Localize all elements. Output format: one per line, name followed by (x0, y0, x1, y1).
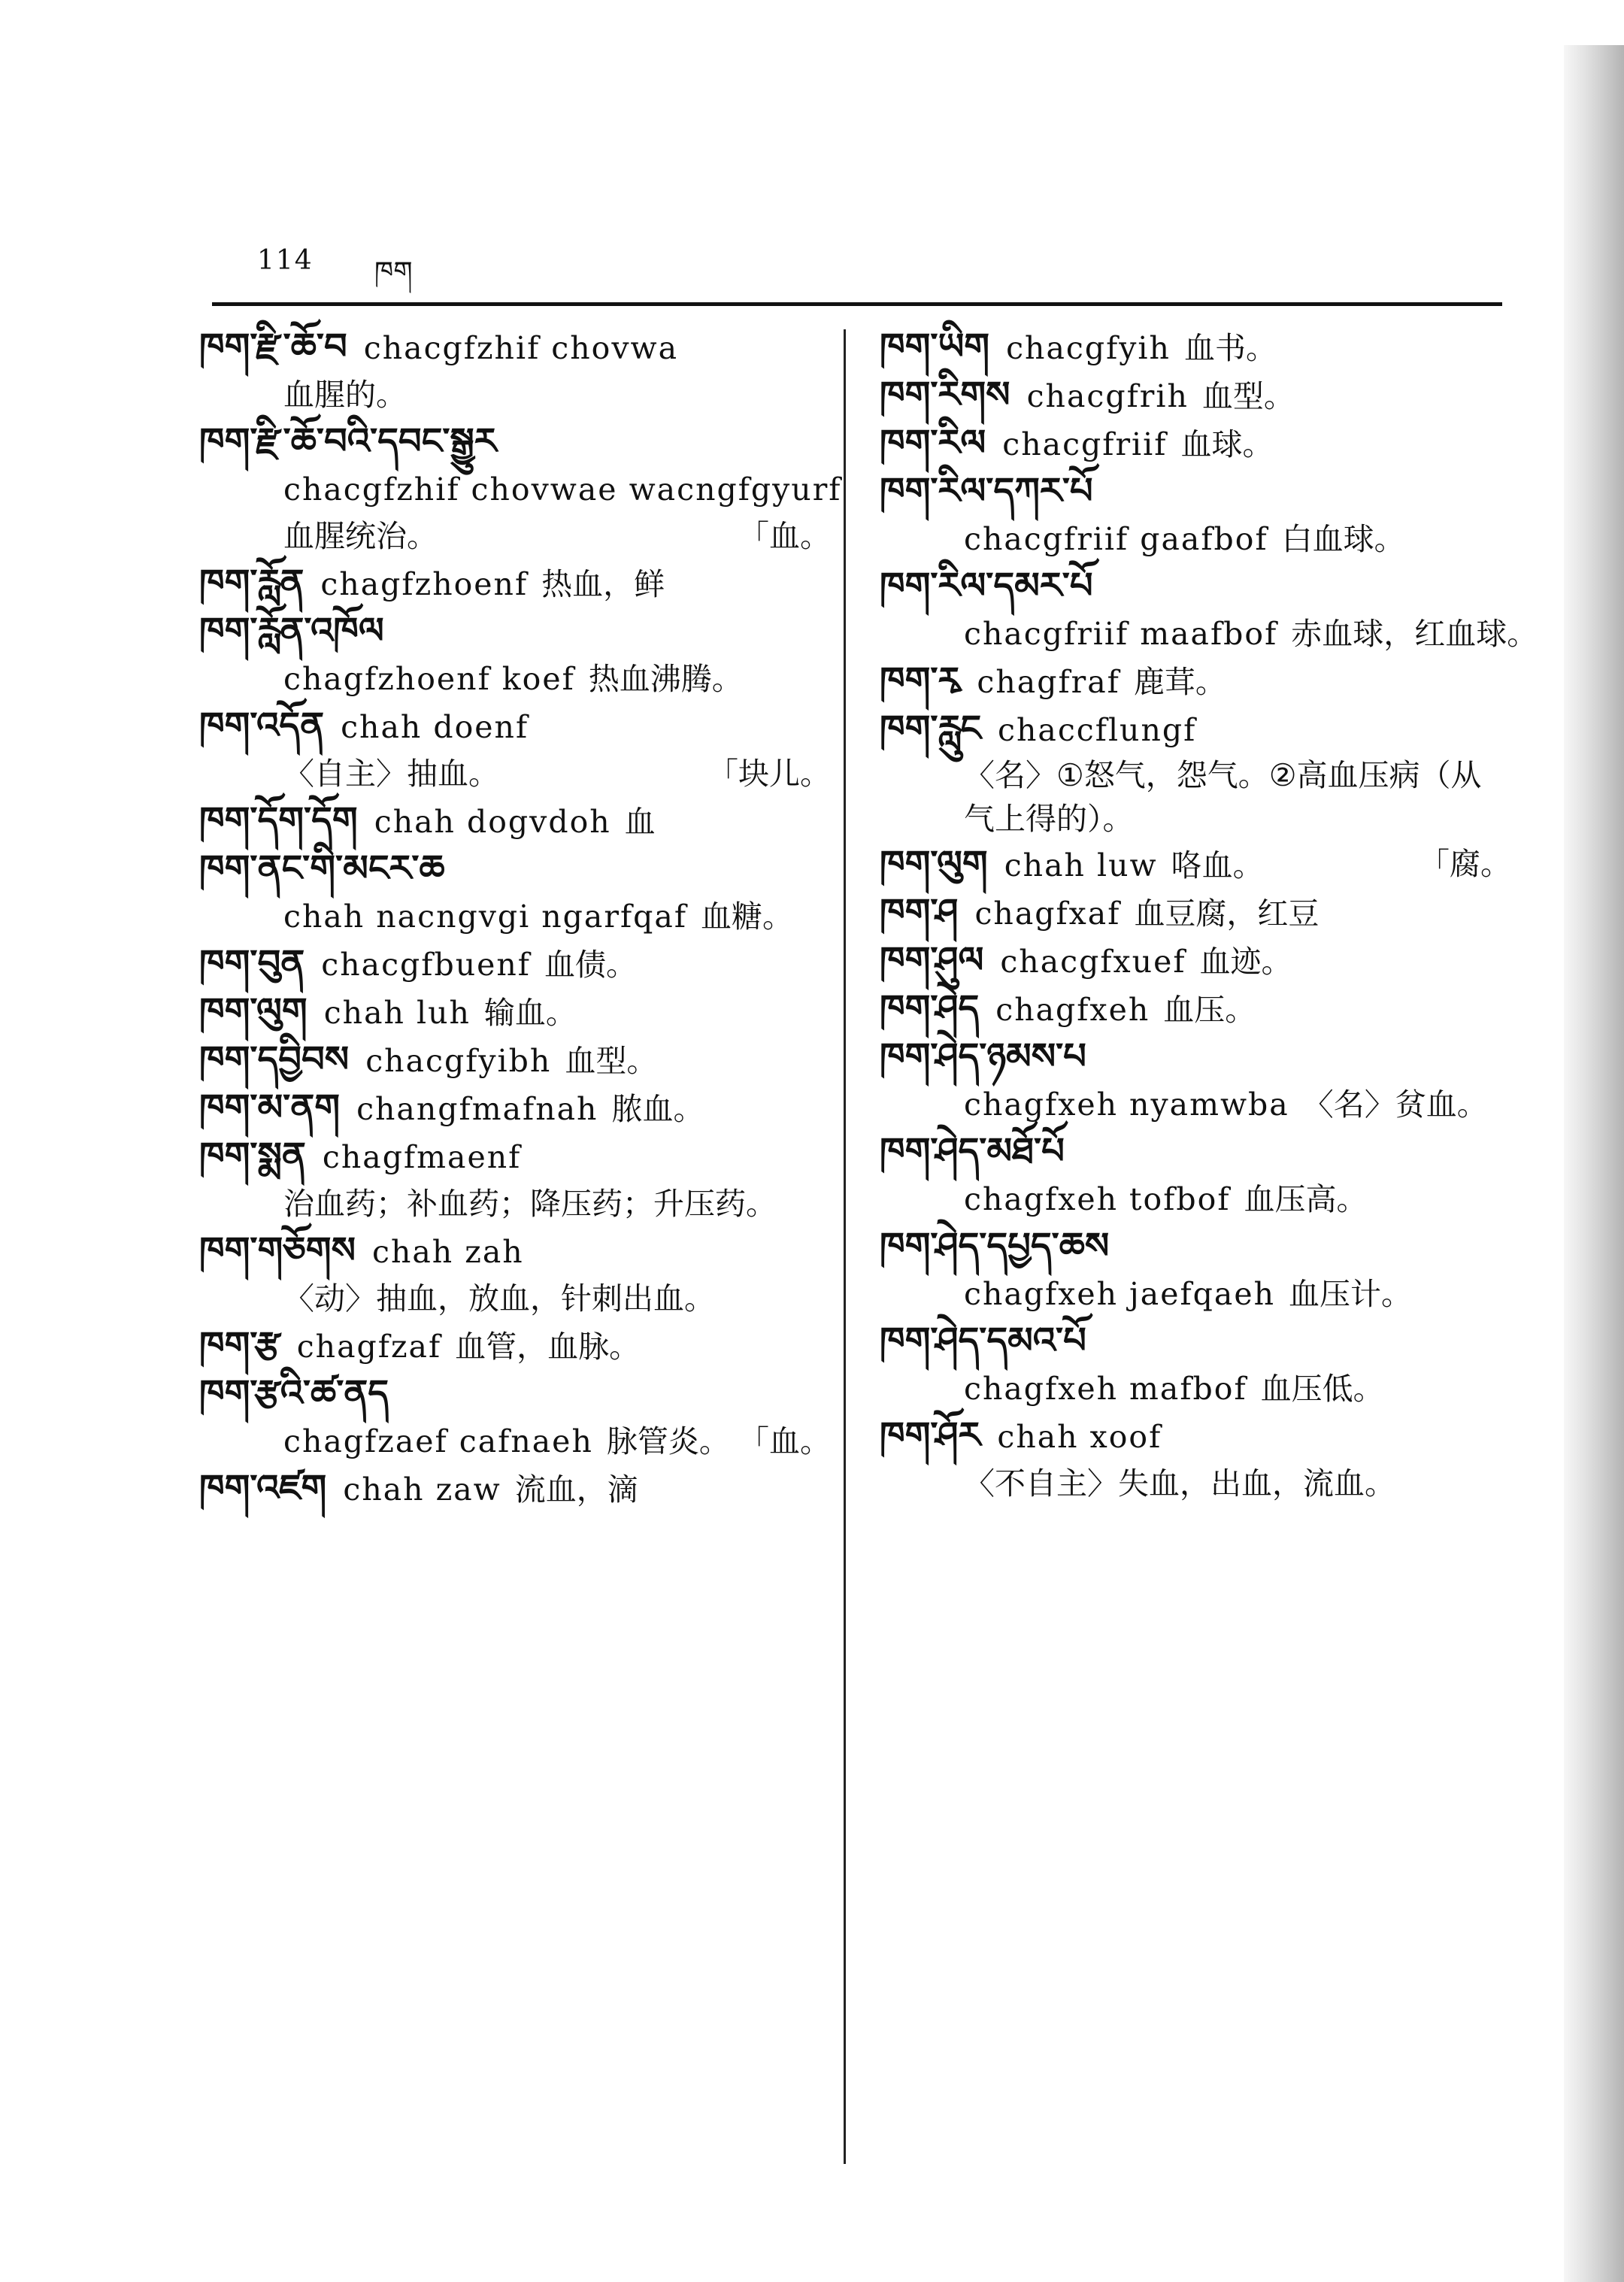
entry-romanization: chagfxaf (974, 896, 1121, 932)
entry-headword: ཁག་སྨན (199, 1135, 306, 1177)
entry-headword: ཁག་རིལ་དམར་པོ (880, 565, 1093, 607)
dictionary-entry (199, 702, 831, 797)
entry-romanization: chagfxeh jaefqaeh (964, 1276, 1276, 1312)
entry-definition: 血债。 (544, 947, 637, 983)
dictionary-entry (199, 797, 831, 845)
entry-headword: ཁག་འདོན (199, 705, 325, 747)
dictionary-entry (880, 657, 1511, 705)
entry-romanization: chacgfriif (1002, 426, 1168, 462)
entry-romanization: chagfraf (977, 664, 1120, 700)
dictionary-entry (199, 1322, 831, 1370)
entry-definition: 血压。 (1163, 992, 1256, 1028)
entry-definition: 白血球。 (1281, 521, 1405, 557)
entry-definition: 血球。 (1180, 426, 1274, 462)
entry-romanization: changfmafnah (356, 1091, 598, 1127)
entry-headword: ཁག་རྭ (880, 659, 961, 702)
entry-definition: 〈动〉抽血，放血，针刺出血。 (283, 1280, 715, 1317)
entry-definition: 〈不自主〉失血，出血，流血。 (964, 1465, 1395, 1502)
entry-headword: ཁག་འཛག (199, 1467, 327, 1509)
entry-romanization: chah xoof (997, 1419, 1162, 1455)
dictionary-entry (199, 940, 831, 988)
entry-headword: ཁག་ལུག (199, 990, 308, 1032)
entry-definition: 血压低。 (1260, 1371, 1384, 1407)
entry-definition: 血型。 (1201, 378, 1295, 414)
entry-romanization: chacgfzhif chovwa (363, 330, 679, 366)
header-rule (212, 302, 1502, 306)
entry-romanization: chah zaw (343, 1471, 501, 1508)
dictionary-entry (880, 323, 1511, 371)
entry-definition: 血迹。 (1199, 944, 1292, 980)
dictionary-entry (880, 889, 1511, 937)
entry-headword: ཁག་རྫི་ཆོ་བའི་དབང་སྒྱུར (199, 420, 497, 462)
entry-headword: ཁག་རློན་འཁོལ (199, 610, 384, 652)
dictionary-entry (199, 1465, 831, 1513)
left-column (199, 323, 842, 1513)
entry-headword: ཁག་ནང་གི་མངར་ཆ (199, 847, 445, 889)
dictionary-entry (199, 418, 842, 559)
entry-definition: 〈自主〉抽血。 (283, 756, 499, 792)
running-head: ཁག (374, 256, 413, 287)
entry-romanization: chacgfzhif chovwae wacngfgyurf (283, 471, 842, 508)
entry-romanization: chacgfxuef (1000, 944, 1186, 980)
entry-definition: 血管，血脉。 (455, 1329, 641, 1365)
entry-headword: ཁག་མ་ནག (199, 1086, 341, 1129)
dictionary-entry (880, 1412, 1511, 1507)
entry-romanization: chah dogvdoh (374, 804, 611, 840)
entry-romanization: chah luh (323, 995, 471, 1031)
entry-definition: 咯血。 (1171, 847, 1264, 883)
carryover-note: 「块儿。 (707, 756, 831, 792)
entry-romanization: chagfzhoenf (320, 566, 529, 602)
dictionary-entry (880, 1033, 1511, 1128)
entry-headword: ཁག་ཤེད་དཔྱད་ཆས (880, 1225, 1110, 1267)
entry-romanization: chah zah (372, 1234, 524, 1270)
entry-romanization: chagfxeh mafbof (964, 1371, 1247, 1407)
entry-romanization: chagfxeh tofbof (964, 1181, 1231, 1217)
entry-definition: 血型。 (565, 1043, 658, 1079)
dictionary-entry (880, 705, 1511, 841)
dictionary-entry (199, 1132, 831, 1227)
dictionary-entry (199, 1227, 831, 1322)
dictionary-entry (199, 988, 831, 1036)
entry-headword: ཁག་རླུང (880, 708, 982, 750)
dictionary-entry (880, 985, 1511, 1033)
entry-definition: 输血。 (483, 995, 577, 1031)
entry-romanization: chagfzaf (296, 1329, 442, 1365)
carryover-note: 「腐。 (1419, 846, 1511, 882)
entry-romanization: chacgfbuenf (321, 947, 531, 983)
right-column (880, 323, 1538, 1507)
entry-headword: ཁག་བུན (199, 942, 305, 984)
dictionary-entry (880, 468, 1511, 562)
entry-definition: 〈名〉贫血。 (1302, 1086, 1488, 1123)
entry-definition: 血豆腐，红豆 (1134, 896, 1320, 932)
book-spine-shadow (1564, 45, 1624, 2282)
entry-headword: ཁག་ལུག (880, 843, 988, 885)
entry-romanization: chah doenf (341, 709, 529, 745)
dictionary-entry (880, 841, 1511, 889)
dictionary-entry (199, 323, 831, 418)
entry-headword: ཁག་གཅོགས (199, 1229, 356, 1271)
entry-definition: 血腥统治。 (283, 518, 438, 554)
dictionary-entry (199, 845, 831, 940)
entry-definition: 脉管炎。 (606, 1423, 730, 1459)
entry-romanization: chagfmaenf (322, 1139, 522, 1175)
entry-romanization: chagfxeh (995, 992, 1150, 1028)
entry-headword: ཁག་ཤེད་དམའ་པོ (880, 1320, 1086, 1362)
entry-romanization: chah nacngvgi ngarfqaf (283, 899, 688, 935)
entry-definition: 脓血。 (611, 1091, 704, 1127)
entry-headword: ཁག་ཤེད (880, 987, 980, 1029)
entry-romanization: chacgfyibh (365, 1043, 552, 1079)
entry-definition: 血压计。 (1289, 1276, 1413, 1312)
entry-headword: ཁག་ཤོར (880, 1414, 981, 1456)
entry-romanization: chah luw (1004, 847, 1158, 883)
carryover-note: 「血。 (738, 1423, 831, 1459)
entry-headword: ཁག་ཤེད་མཐོ་པོ (880, 1130, 1065, 1172)
dictionary-entry (880, 1128, 1511, 1223)
entry-headword: ཁག་དབྱིབས (199, 1038, 350, 1080)
column-divider (844, 329, 846, 2164)
dictionary-entry (880, 1317, 1511, 1412)
entry-romanization: chacgfriif gaafbof (964, 521, 1268, 557)
entry-headword: ཁག་རྩའི་ཚ་ནད (199, 1372, 389, 1414)
page-number: 114 (257, 245, 314, 276)
entry-romanization: chagfzaef cafnaeh (283, 1423, 593, 1459)
entry-romanization: chagfxeh nyamwba (964, 1086, 1289, 1123)
entry-romanization: chaccflungf (998, 712, 1197, 748)
entry-headword: ཁག་རྫི་ཆོ་བ (199, 326, 347, 368)
entry-definition: 血 (624, 804, 656, 840)
entry-definition: 血腥的。 (283, 377, 407, 413)
entry-romanization: chacgfriif maafbof (964, 616, 1278, 652)
entry-headword: ཁག་ཡིག (880, 326, 990, 368)
dictionary-entry (880, 1223, 1511, 1317)
dictionary-entry (199, 1370, 831, 1465)
dictionary-entry (199, 559, 831, 608)
entry-headword: ཁག་རིལ་དཀར་པོ (880, 470, 1093, 512)
entry-definition: 赤血球，红血球。 (1291, 616, 1538, 652)
dictionary-entry (880, 420, 1511, 468)
entry-romanization: chacgfyih (1006, 330, 1171, 366)
entry-definition: 〈名〉①怒气，怨气。②高血压病（从气上得的）。 (964, 757, 1482, 837)
dictionary-entry (880, 371, 1511, 420)
carryover-note: 「血。 (738, 518, 831, 554)
entry-romanization: chacgfrih (1026, 378, 1189, 414)
entry-romanization: chagfzhoenf koef (283, 661, 575, 697)
entry-definition: 热血，鲜 (541, 566, 665, 602)
entry-definition: 血糖。 (701, 899, 794, 935)
entry-definition: 治血药；补血药；降压药；升压药。 (283, 1186, 777, 1222)
entry-headword: ཁག་རིལ (880, 422, 986, 464)
dictionary-entry (199, 608, 831, 702)
entry-headword: ཁག་ཤ (880, 891, 959, 933)
entry-definition: 流血，滴 (514, 1471, 638, 1508)
entry-definition: 鹿茸。 (1133, 664, 1226, 700)
entry-headword: ཁག་ཤེད་ཉམས་པ (880, 1035, 1086, 1077)
dictionary-entry (199, 1084, 831, 1132)
entry-definition: 热血沸腾。 (588, 661, 743, 697)
dictionary-entry (880, 937, 1511, 985)
entry-headword: ཁག་ཤུལ (880, 939, 984, 981)
entry-headword: ཁག་རིགས (880, 374, 1010, 416)
dictionary-entry (199, 1036, 831, 1084)
entry-headword: ཁག་རློན (199, 562, 304, 604)
entry-definition: 血书。 (1183, 330, 1277, 366)
dictionary-entry (880, 562, 1538, 657)
entry-definition: 血压高。 (1244, 1181, 1368, 1217)
entry-headword: ཁག་དོག་དོག (199, 799, 358, 841)
entry-headword: ཁག་རྩ (199, 1324, 280, 1366)
